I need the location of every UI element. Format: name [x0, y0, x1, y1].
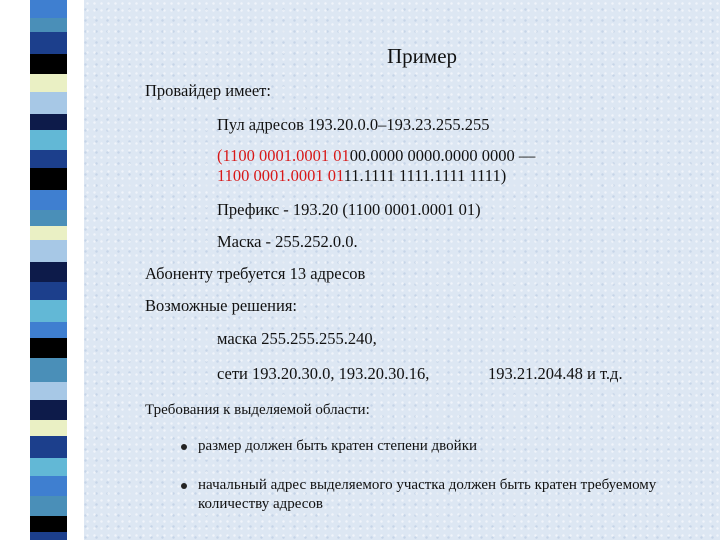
stripe-block	[30, 262, 67, 282]
stripe-block	[30, 130, 67, 150]
stripe-block	[30, 54, 67, 74]
stripe-blocks	[30, 0, 67, 540]
bullet-text-2-cont: количеству адресов	[198, 496, 324, 512]
binary-line-2-rest: 11.1111 1111.1111 1111)	[343, 166, 507, 185]
pool-line: Пул адресов 193.20.0.0–193.23.255.255	[217, 115, 490, 134]
stripe-block	[30, 92, 67, 114]
stripe-block	[30, 532, 67, 540]
stripe-block	[30, 226, 67, 240]
stripe-block	[30, 150, 67, 168]
stripe-block	[30, 0, 67, 18]
stripe-block	[30, 114, 67, 130]
stripe-block	[30, 282, 67, 300]
decorative-stripe-bar	[0, 0, 84, 540]
subscriber-line: Абоненту требуется 13 адресов	[145, 264, 366, 283]
stripe-block	[30, 338, 67, 358]
bullet-text-2: начальный адрес выделяемого участка должен быть кратен требуемому	[198, 477, 657, 493]
stripe-block	[30, 496, 67, 516]
mask-line: Маска - 255.252.0.0.	[217, 232, 358, 251]
stripe-block	[30, 420, 67, 436]
bullet-dot-1	[181, 444, 187, 450]
stripe-block	[30, 168, 67, 190]
stripe-block	[30, 436, 67, 458]
binary-line-2-prefix: 1100 0001.0001 01	[217, 166, 344, 185]
stripe-block	[30, 32, 67, 54]
requirements-heading: Требования к выделяемой области:	[145, 402, 370, 418]
stripe-block	[30, 190, 67, 210]
solutions-heading: Возможные решения:	[145, 296, 298, 315]
stripe-block	[30, 322, 67, 338]
stripe-block	[30, 358, 67, 382]
solution-nets: сети 193.20.30.0, 193.20.30.16,	[217, 364, 430, 383]
stripe-block	[30, 210, 67, 226]
solution-nets-more: 193.21.204.48 и т.д.	[488, 364, 623, 383]
provider-heading: Провайдер имеет:	[145, 81, 271, 100]
stripe-block	[30, 400, 67, 420]
binary-line-2	[217, 168, 506, 185]
stripe-block	[30, 240, 67, 262]
binary-line-1-rest: 00.0000 0000.0000 0000 —	[349, 146, 536, 165]
solution-mask: маска 255.255.255.240,	[217, 329, 377, 348]
stripe-block	[30, 516, 67, 532]
stripe-block	[30, 382, 67, 400]
stripe-block	[30, 74, 67, 92]
stripe-block	[30, 18, 67, 32]
stripe-block	[30, 476, 67, 496]
bullet-text-1: размер должен быть кратен степени двойки	[198, 438, 478, 454]
slide-title: Пример	[387, 44, 458, 68]
binary-line-1-prefix: (1100 0001.0001 01	[217, 146, 350, 165]
prefix-line: Префикс - 193.20 (1100 0001.0001 01)	[217, 200, 481, 219]
stripe-block	[30, 458, 67, 476]
stripe-block	[30, 300, 67, 322]
binary-line-1	[217, 148, 535, 165]
bullet-dot-2	[181, 483, 187, 489]
